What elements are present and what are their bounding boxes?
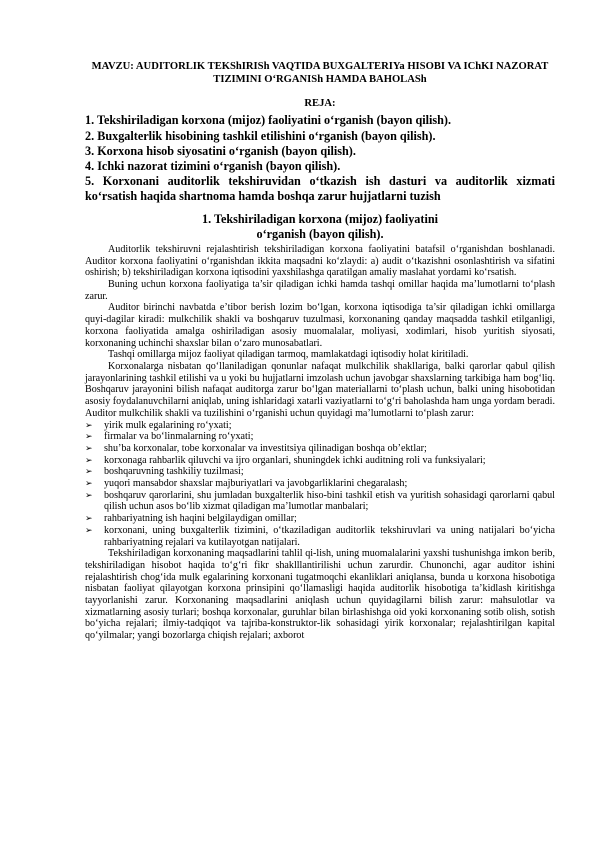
arrow-bullet-icon: ➢: [85, 513, 93, 524]
body-paragraph: Tekshiriladigan korxonaning maqsadlarini tahlil qi-lish, uning muomalalarini yaxshi tushunishga imkon berib, tekshiriladigan hisobot haqida to‘g‘ri fikr shaklllantirilishi uchun zarurdir. Chunonchi, agar auditor ishini rejalashtirish chog‘ida mulk egalarining korxonani tugatmoqchi ekanliklari aniqlansa, bunda u korxona hisobotiga nisbatan faoliyat qilayotgan korxona prinsipini qo‘llamasligi haqida auditorlik hisobotiga ta’kidlash kiritishga tayyorlanishi zarur. Korxonaning maqsadlarini aniqlash uchun quyidagilarni bilish zarur: mahsulotlar va xizmatlarning asosiy turlari; boshqa korxonalar, guruhlar bilan birlashishga oid yoki korxonaning sotib olish, sotish bo‘yicha rejalari; ilmiy-tadqiqot va tajriba-konstruktor-lik sohasidagi yirik korxonalar; rejalashtirilgan kapital qo‘yilmalar; yangi bozorlarga chiqish rejalari; axborot: [85, 548, 555, 642]
arrow-bullet-icon: ➢: [85, 524, 93, 535]
bullet-text: korxonaga rahbarlik qiluvchi va ijro organlari, shuningdek ichki auditning roli va funksiyalari;: [104, 454, 486, 466]
bullet-item: [85, 478, 555, 490]
document-title: MAVZU: AUDITORLIK TEKShIRISh VAQTIDA BUXGALTERIYa HISOBI VA IChKI NAZORAT TIZIMINI O‘RGANISh HAMDA BAHOLASh: [91, 61, 549, 86]
body-paragraph: Auditorlik tekshiruvni rejalashtirish tekshiriladigan korxona faoliyatini batafsil o‘rganishdan boshlanadi. Auditor korxona faoliyatini o‘rganishdan ikkita maqsadni ko‘zlaydi: a) audit o‘tkazishni osonlashtirish va sifatini oshirish; b) tekshiriladigan korxona iqtisodini yaxshilashga qaratilgan amaliy maslahat yordami ko‘rsatish.: [85, 243, 555, 279]
arrow-bullet-icon: ➢: [85, 466, 93, 477]
bullet-item: [85, 443, 555, 455]
plan-heading: REJA:: [304, 98, 336, 110]
arrow-bullet-icon: ➢: [85, 431, 93, 442]
arrow-bullet-icon: ➢: [85, 442, 93, 453]
body-paragraph: Korxonalarga nisbatan qo‘llaniladigan qonunlar nafaqat mulkchilik shakllariga, balki qarorlar qabul qilish jarayonlarining tashkil etilishi va u yoki bu hujjatlarni imzolash uchun javobgar shaxslarning tarkibiga ham bog‘liq. Boshqaruv jarayonini bilish nafaqat auditorga zarur bo‘lgan materiallarni to‘plash uchun, balki uning hisobotidan asosiy foydalanuvchilarni aniqlab, uning ishlaridagi xatarli vaziyatlarni to‘g‘ri baholashda ham unga yordam beradi. Auditor mulkchilik shakli va tuzilishini o‘rganishi uchun quyidagi ma’lumotlarni to‘plash zarur:: [85, 361, 555, 419]
bullet-item: [85, 420, 555, 432]
plan-item: 2. Buxgalterlik hisobining tashkil etilishini o‘rganish (bayon qilish).: [85, 128, 436, 143]
body-paragraph: Auditor birinchi navbatda e’tibor berish lozim bo‘lgan, korxona iqtisodiga ta’sir qiladigan ichki omillarga quyi-dagilar kiradi: mulkchilik shakli va boshqaruv tuzulmasi, korxonaning qanday maqsadda tashkil etilganligi, korxona faoliyatida amalga oshiriladigan asosiy muomalalar, moliyasi, xodimlari, hisob yuritish siyosati, korxonaning uchinchi shaxslar bilan o‘zaro munosabatlari.: [85, 302, 555, 349]
arrow-bullet-icon: ➢: [85, 489, 93, 500]
section-heading-line: o‘rganish (bayon qilish).: [256, 226, 384, 241]
bullet-text: korxonani, uning buxgalterlik tizimini, o‘tkaziladigan auditorlik tekshiruvlari va uning natijalari bo‘yicha rahbariyatning rejalari va kutilayotgan natijalari.: [104, 524, 555, 548]
bullet-list: [85, 420, 555, 549]
section-heading-line: 1. Tekshiriladigan korxona (mijoz) faoliyatini: [202, 211, 438, 226]
bullet-item: [85, 525, 555, 548]
body-paragraph: Buning uchun korxona faoliyatiga ta’sir qiladigan ichki hamda tashqi omillar haqida ma’lumotlarni to‘plash zarur.: [85, 279, 555, 302]
plan-item: 1. Tekshiriladigan korxona (mijoz) faoliyatini o‘rganish (bayon qilish).: [85, 113, 452, 128]
section-heading: [85, 212, 555, 242]
body-paragraph: Tashqi omillarga mijoz faoliyat qiladigan tarmoq, mamlakatdagi iqtisodiy holat kiritiladi.: [108, 349, 469, 361]
bullet-item: [85, 466, 555, 478]
bullet-item: [85, 455, 555, 467]
bullet-text: shu’ba korxonalar, tobe korxonalar va investitsiya qilinadigan boshqa ob’ektlar;: [104, 442, 427, 454]
bullet-text: rahbariyatning ish haqini belgilaydigan omillar;: [104, 513, 297, 525]
bullet-item: [85, 513, 555, 525]
bullet-text: firmalar va bo‘linmalarning ro‘yxati;: [104, 431, 254, 443]
bullet-text: yirik mulk egalarining ro‘yxati;: [104, 419, 232, 431]
arrow-bullet-icon: ➢: [85, 454, 93, 465]
bullet-text: yuqori mansabdor shaxslar majburiyatlari va javobgarliklarini chegaralash;: [104, 478, 408, 490]
arrow-bullet-icon: ➢: [85, 478, 93, 489]
plan-item: 4. Ichki nazorat tizimini o‘rganish (bayon qilish).: [85, 158, 341, 173]
bullet-item: [85, 490, 555, 513]
bullet-item: [85, 431, 555, 443]
bullet-text: boshqaruvning tashkiliy tuzilmasi;: [104, 466, 244, 478]
document-page: [85, 60, 555, 642]
plan-item: 3. Korxona hisob siyosatini o‘rganish (bayon qilish).: [85, 143, 356, 158]
bullet-text: boshqaruv qarorlarini, shu jumladan buxgalterlik hiso-bini tashkil etish va yuritish sohasidagi qarorlarni qabul qilish uchun asos bo‘lib xizmat qiladigan ma’lumotlar manbalari;: [104, 489, 555, 513]
plan-item: 5. Korxonani auditorlik tekshiruvidan o‘tkazish ish dasturi va auditorlik xizmati ko‘rsatish haqida shartnoma hamda boshqa zarur hujjatlarni tuzish: [85, 173, 555, 203]
arrow-bullet-icon: ➢: [85, 419, 93, 430]
